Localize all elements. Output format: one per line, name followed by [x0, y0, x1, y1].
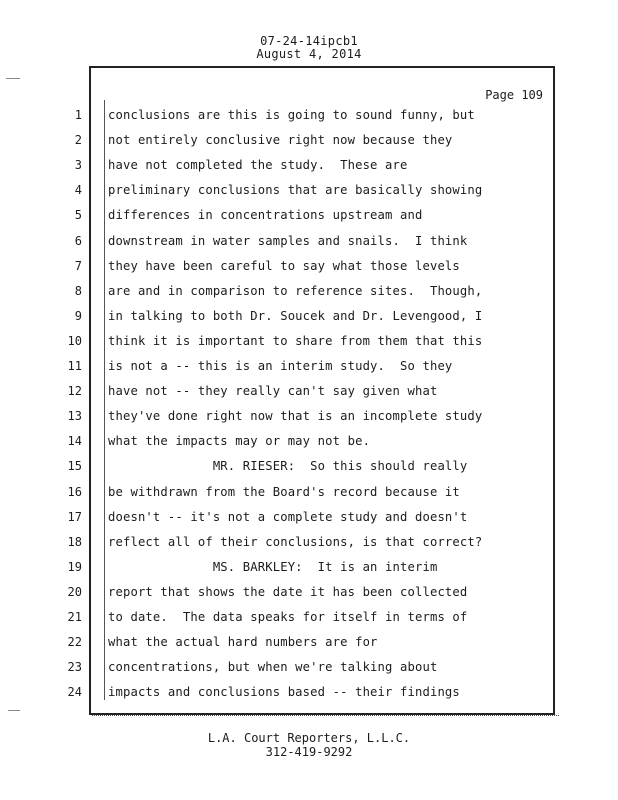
transcript-line — [0, 208, 618, 233]
line-number: 17 — [67, 509, 82, 524]
line-number: 10 — [67, 333, 82, 348]
line-number: 12 — [67, 384, 82, 399]
transcript-line — [0, 158, 618, 183]
transcript-line — [0, 585, 618, 610]
line-text: concentrations, but when we're talking about — [108, 660, 438, 675]
transcript-line — [0, 108, 618, 133]
file-name-header: 07-24-14ipcb1 — [260, 34, 358, 48]
transcript-line — [0, 334, 618, 359]
line-number: 6 — [74, 233, 82, 248]
line-text: preliminary conclusions that are basically showing — [108, 183, 483, 198]
line-number: 5 — [74, 208, 82, 223]
line-number: 8 — [74, 283, 82, 298]
transcript-line — [0, 434, 618, 459]
frame-bottom-rule — [92, 715, 559, 718]
line-text: conclusions are this is going to sound funny, but — [108, 108, 475, 122]
line-text: differences in concentrations upstream and — [108, 208, 423, 223]
line-number: 16 — [67, 484, 82, 499]
transcript-line — [0, 183, 618, 208]
line-number: 20 — [67, 584, 82, 599]
line-text: have not completed the study. These are — [108, 158, 408, 173]
transcript-line — [0, 660, 618, 685]
line-number: 22 — [67, 635, 82, 650]
transcript-line — [0, 409, 618, 434]
line-text: think it is important to share from them that this — [108, 333, 483, 348]
transcript-line — [0, 284, 618, 309]
transcript-line — [0, 560, 618, 585]
line-number: 18 — [67, 534, 82, 549]
line-number: 24 — [67, 685, 82, 700]
line-number: 13 — [67, 409, 82, 424]
line-number: 21 — [67, 610, 82, 624]
line-number: 23 — [67, 660, 82, 675]
line-text: have not -- they really can't say given what — [108, 384, 438, 399]
transcript-line — [0, 459, 618, 484]
transcript-line — [0, 635, 618, 660]
line-number: 4 — [74, 183, 82, 198]
transcript-line — [0, 234, 618, 259]
line-number: 15 — [67, 459, 82, 474]
transcript-line — [0, 510, 618, 535]
line-number: 3 — [74, 158, 82, 173]
page-number: Page 109 — [485, 88, 543, 102]
line-text: are and in comparison to reference sites. Though, — [108, 283, 483, 298]
line-number: 2 — [74, 133, 82, 148]
transcript-line — [0, 535, 618, 560]
line-text: MR. RIESER: So this should really — [108, 459, 468, 474]
line-text: they've done right now that is an incomplete study — [108, 409, 483, 424]
transcript-line — [0, 133, 618, 158]
scan-speck — [6, 78, 20, 79]
line-number: 19 — [67, 559, 82, 574]
court-reporter-phone: 312-419-9292 — [265, 745, 353, 759]
line-text: report that shows the date it has been collected — [108, 584, 468, 599]
transcript-line — [0, 259, 618, 284]
transcript-line — [0, 359, 618, 384]
line-text: MS. BARKLEY: It is an interim — [108, 559, 438, 574]
line-number: 14 — [67, 434, 82, 449]
line-text: not entirely conclusive right now because they — [108, 133, 453, 148]
line-text: what the impacts may or may not be. — [108, 434, 371, 449]
line-text: is not a -- this is an interim study. So they — [108, 359, 453, 373]
line-text: doesn't -- it's not a complete study and doesn't — [108, 509, 468, 524]
line-number: 7 — [74, 258, 82, 273]
transcript-line — [0, 610, 618, 635]
line-text: to date. The data speaks for itself in terms of — [108, 610, 468, 624]
line-number: 9 — [74, 308, 82, 323]
hearing-date-header: August 4, 2014 — [256, 47, 362, 61]
transcript-line — [0, 309, 618, 334]
line-text: in talking to both Dr. Soucek and Dr. Levengood, I — [108, 308, 483, 323]
line-text: downstream in water samples and snails. I think — [108, 233, 468, 248]
scan-speck — [8, 710, 20, 711]
line-text: be withdrawn from the Board's record because it — [108, 484, 460, 499]
line-text: they have been careful to say what those levels — [108, 258, 460, 273]
line-number: 1 — [74, 108, 82, 122]
line-number: 11 — [67, 359, 82, 373]
line-text: what the actual hard numbers are for — [108, 635, 378, 650]
transcript-line — [0, 485, 618, 510]
transcript-line — [0, 384, 618, 409]
line-text: impacts and conclusions based -- their findings — [108, 685, 460, 700]
court-reporter-name: L.A. Court Reporters, L.L.C. — [207, 731, 411, 745]
transcript-line — [0, 685, 618, 710]
line-text: reflect all of their conclusions, is that correct? — [108, 534, 483, 549]
